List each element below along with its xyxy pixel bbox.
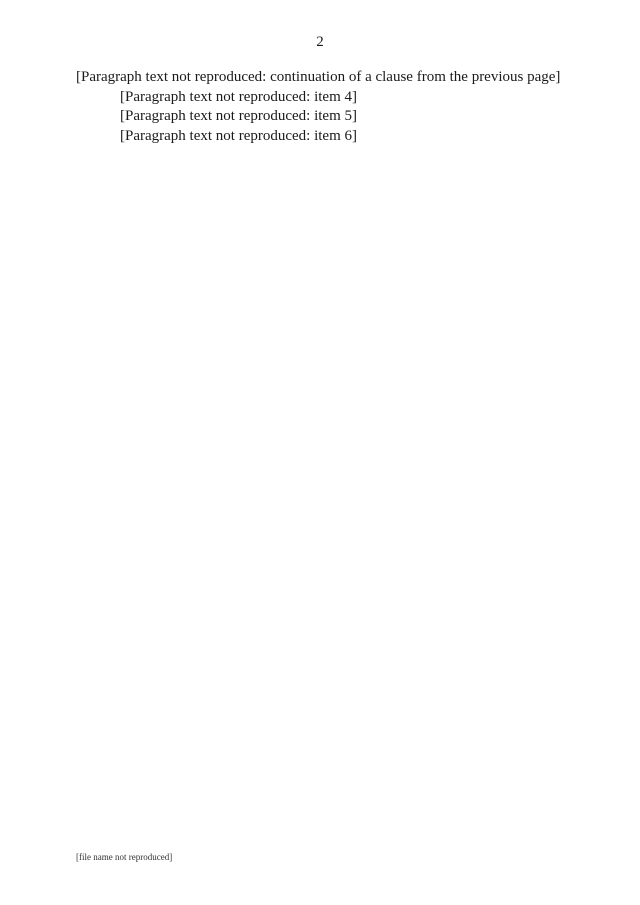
paragraph-item-4: [Paragraph text not reproduced: item 4] bbox=[120, 88, 357, 105]
paragraph-continuation: [Paragraph text not reproduced: continuation of a clause from the previous page] bbox=[76, 69, 561, 85]
paragraph-item-6: [Paragraph text not reproduced: item 6] bbox=[120, 127, 357, 144]
footer-filename: [file name not reproduced] bbox=[76, 852, 173, 862]
document-body bbox=[76, 68, 566, 146]
paragraph-item-5: [Paragraph text not reproduced: item 5] bbox=[120, 108, 357, 125]
page-number: 2 bbox=[316, 34, 324, 50]
